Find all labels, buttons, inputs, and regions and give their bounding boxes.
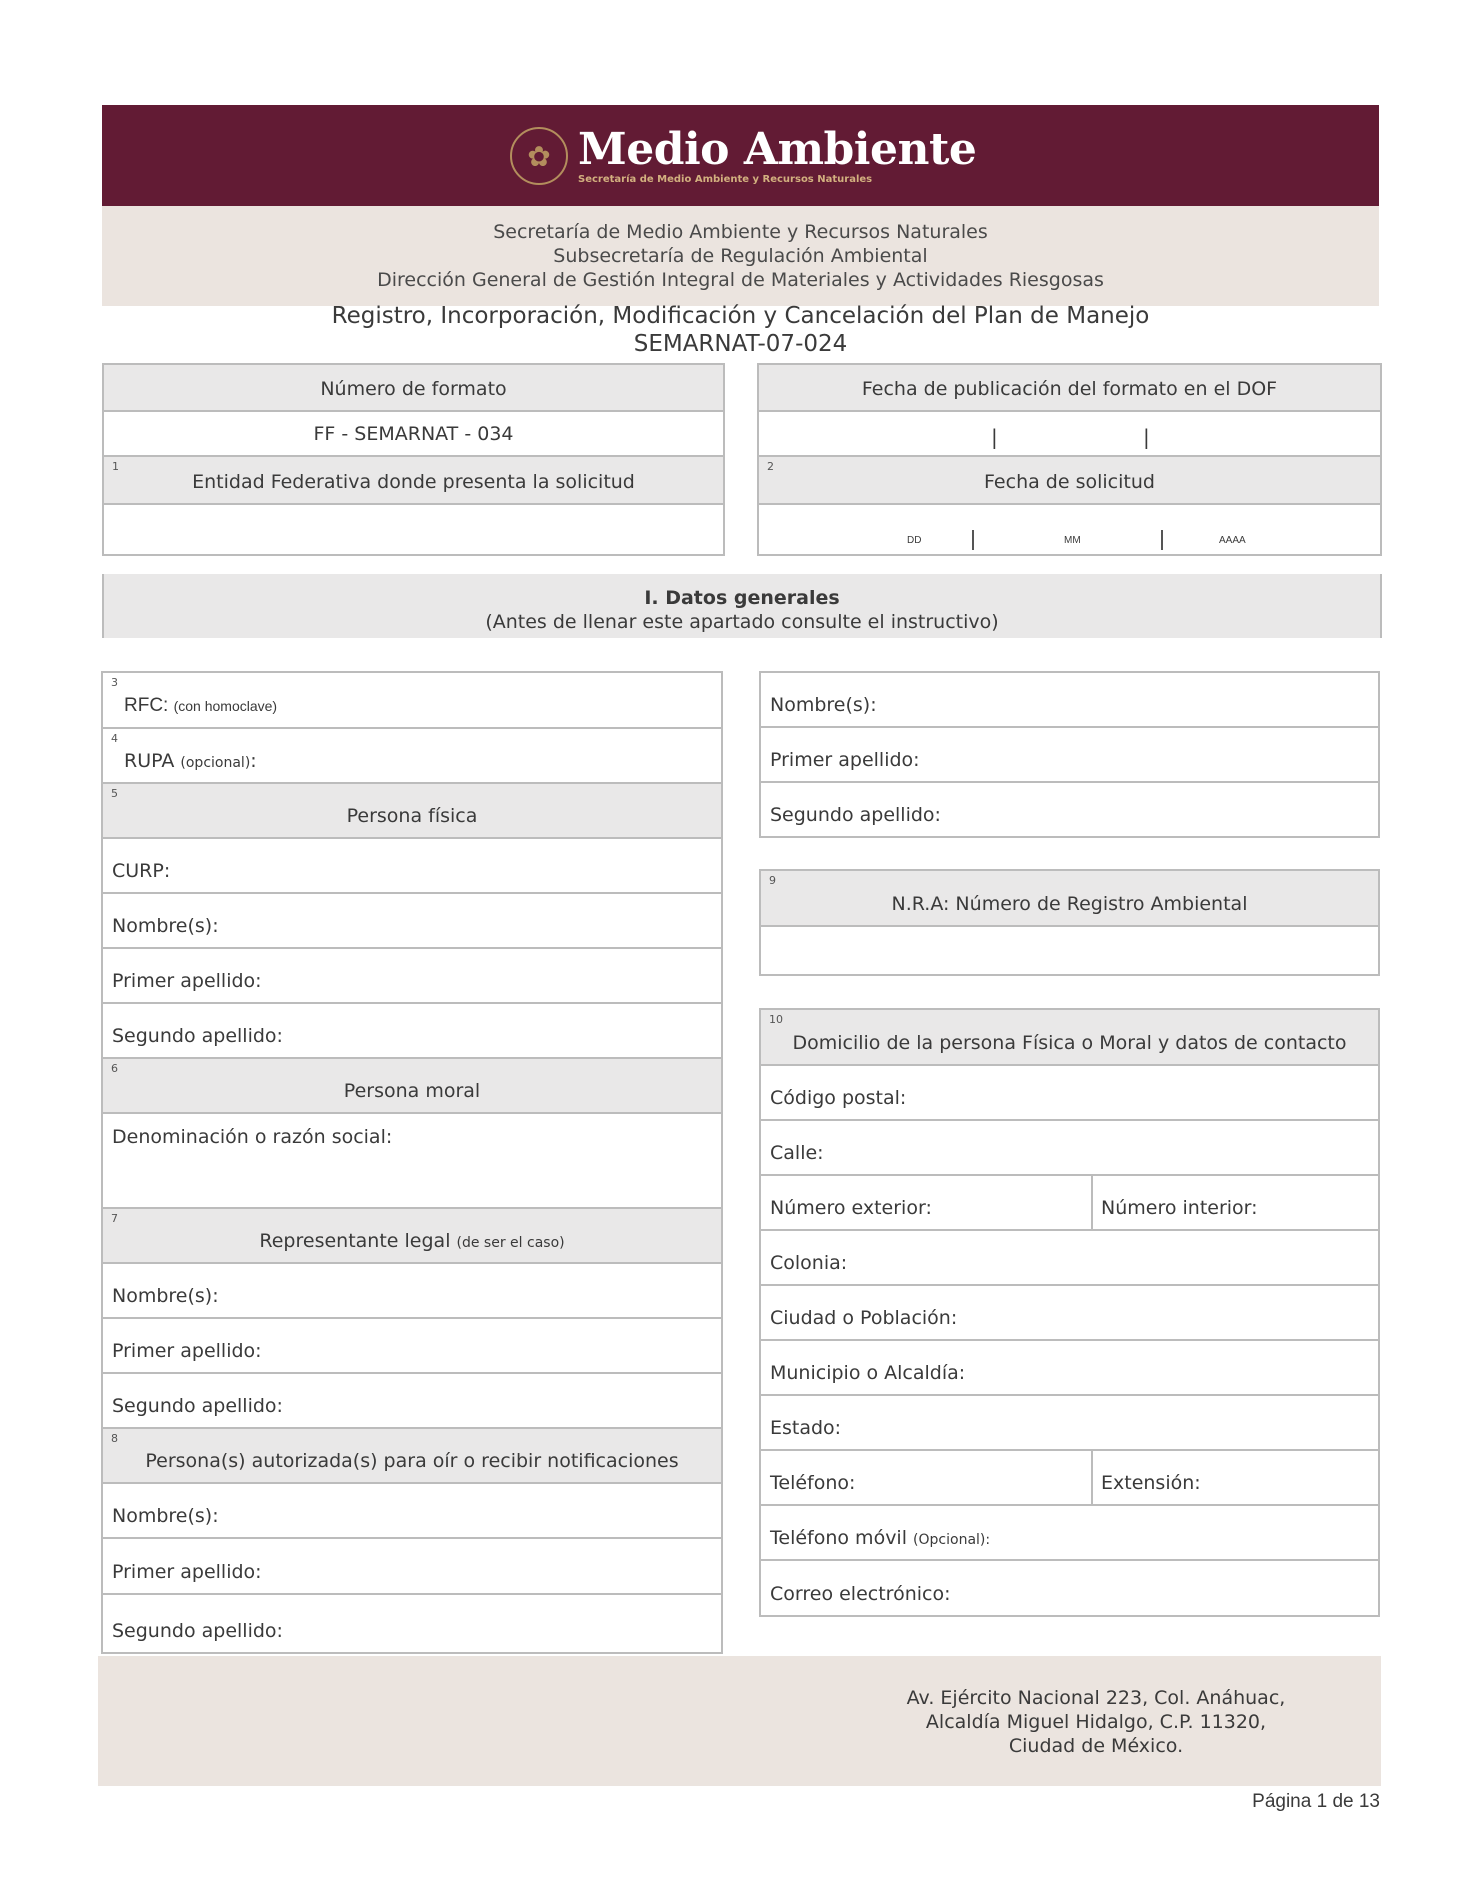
municipio-label: Municipio o Alcaldía: [770,1362,966,1384]
agency-line: Subsecretaría de Regulación Ambiental [553,245,928,267]
footer-address [886,1686,1306,1758]
address-line: Ciudad de México. [1008,1735,1184,1757]
codigo-postal-field[interactable] [761,1066,1378,1121]
rfc-label: RFC: (con homoclave) [124,695,278,716]
agency-line: Secretaría de Medio Ambiente y Recursos Naturales [493,221,988,243]
fecha-header [759,457,1380,505]
field-number: 8 [111,1432,118,1445]
calle-label: Calle: [770,1142,824,1164]
municipio-field[interactable] [761,1341,1378,1396]
nombre-label: Nombre(s): [112,1505,219,1527]
fecha-label: Fecha de solicitud [984,471,1155,493]
left-column [101,671,723,1654]
representante-header [103,1209,721,1264]
fisica-primer-apellido-field[interactable] [103,949,721,1004]
date-divider [1161,530,1163,550]
numero-row [761,1176,1378,1231]
field-number: 9 [769,874,776,887]
form-code: SEMARNAT-07-024 [633,331,848,357]
primer-apellido-label: Primer apellido: [112,970,262,992]
rupa-label: RUPA (opcional): [124,750,257,772]
estado-field[interactable] [761,1396,1378,1451]
ciudad-field[interactable] [761,1286,1378,1341]
aaaa-hint: AAAA [1219,535,1246,546]
nombre-label: Nombre(s): [112,1285,219,1307]
correo-label: Correo electrónico: [770,1583,951,1605]
nombres-box [759,671,1380,838]
entidad-label: Entidad Federativa donde presenta la solicitud [192,471,635,493]
nra-box [759,869,1380,976]
logo-title: Medio Ambiente [578,123,977,175]
numero-interior-label[interactable]: Número interior: [1101,1197,1258,1219]
dd-hint: DD [907,535,922,546]
rep-nombre-field[interactable] [103,1264,721,1319]
section-title: I. Datos generales [644,587,840,609]
date-divider [972,530,974,550]
telefono-label[interactable]: Teléfono: [770,1472,856,1494]
dof-value-row [759,412,1380,457]
nra-header [761,871,1378,927]
razon-social-field[interactable] [103,1114,721,1209]
primer-apellido-label: Primer apellido: [112,1340,262,1362]
segundo-apellido-label: Segundo apellido: [112,1620,283,1642]
formato-label: Número de formato [320,378,507,400]
logo [510,123,977,185]
logo-subtitle: Secretaría de Medio Ambiente y Recursos Naturales [578,173,873,185]
moral-title: Persona moral [343,1080,481,1102]
rfc-field[interactable] [103,673,721,729]
formato-header [104,365,723,412]
field-number: 7 [111,1212,118,1225]
primer-apellido-label: Primer apellido: [112,1561,262,1583]
domicilio-title: Domicilio de la persona Física o Moral y datos de contacto [792,1032,1347,1054]
nombre-label: Nombre(s): [770,694,877,716]
fisica-nombre-field[interactable] [103,894,721,949]
field-number: 10 [769,1013,783,1026]
numero-exterior-label[interactable]: Número exterior: [770,1197,932,1219]
curp-field[interactable] [103,839,721,894]
field-number: 1 [112,460,119,473]
formato-value-row [104,412,723,457]
address-line: Av. Ejército Nacional 223, Col. Anáhuac, [906,1687,1286,1709]
domicilio-box [759,1008,1380,1617]
aut-primer-apellido-field[interactable] [103,1539,721,1595]
moral-header [103,1059,721,1114]
formato-value: FF - SEMARNAT - 034 [313,423,514,445]
field-number: 2 [767,460,774,473]
autorizada-title: Persona(s) autorizada(s) para oír o recibir notificaciones [145,1450,679,1472]
autorizada-header [103,1429,721,1484]
column-divider [1091,1451,1093,1504]
entidad-header [104,457,723,505]
colonia-label: Colonia: [770,1252,848,1274]
ciudad-label: Ciudad o Población: [770,1307,958,1329]
nombre-field[interactable] [761,673,1378,728]
representante-title: Representante legal (de ser el caso) [259,1230,565,1252]
segundo-apellido-label: Segundo apellido: [112,1025,283,1047]
field-number: 4 [111,732,118,745]
segundo-apellido-label: Segundo apellido: [112,1395,283,1417]
agency-header [102,206,1379,306]
header-banner [102,105,1379,206]
date-separator: | [1143,425,1150,449]
address-line: Alcaldía Miguel Hidalgo, C.P. 11320, [925,1711,1267,1733]
date-separator: | [991,425,998,449]
page-number: Página 1 de 13 [1252,1791,1380,1812]
section-header [102,574,1382,638]
segundo-apellido-label: Segundo apellido: [770,804,941,826]
telefono-row [761,1451,1378,1506]
entidad-field[interactable] [104,505,723,554]
footer [98,1656,1381,1786]
fecha-box [757,363,1382,556]
fisica-title: Persona física [346,805,478,827]
colonia-field[interactable] [761,1231,1378,1286]
field-number: 5 [111,787,118,800]
form-title: Registro, Incorporación, Modificación y Cancelación del Plan de Manejo [331,303,1150,329]
mm-hint: MM [1064,535,1081,546]
nra-field[interactable] [761,927,1378,974]
column-divider [1091,1176,1093,1229]
section-subtitle: (Antes de llenar este apartado consulte el instructivo) [485,611,999,633]
segundo-apellido-field[interactable] [761,783,1378,836]
codigo-postal-label: Código postal: [770,1087,907,1109]
fecha-field[interactable] [759,505,1380,554]
rep-segundo-apellido-field[interactable] [103,1374,721,1429]
domicilio-header [761,1010,1378,1066]
fisica-header [103,784,721,839]
formato-box [102,363,725,556]
page-title [102,302,1379,358]
curp-label: CURP: [112,860,171,882]
rupa-field[interactable] [103,729,721,784]
field-number: 3 [111,676,118,689]
agency-line: Dirección General de Gestión Integral de Materiales y Actividades Riesgosas [377,269,1104,291]
calle-field[interactable] [761,1121,1378,1176]
dof-label: Fecha de publicación del formato en el DOF [861,378,1278,400]
mexico-seal-icon: ✿ [510,127,568,185]
razon-social-label: Denominación o razón social: [112,1126,393,1148]
aut-nombre-field[interactable] [103,1484,721,1539]
correo-field[interactable] [761,1561,1378,1615]
movil-label: Teléfono móvil (Opcional): [770,1527,991,1549]
estado-label: Estado: [770,1417,842,1439]
primer-apellido-label: Primer apellido: [770,749,920,771]
aut-segundo-apellido-field[interactable] [103,1595,721,1652]
primer-apellido-field[interactable] [761,728,1378,783]
field-number: 6 [111,1062,118,1075]
extension-label[interactable]: Extensión: [1101,1472,1201,1494]
nombre-label: Nombre(s): [112,915,219,937]
rep-primer-apellido-field[interactable] [103,1319,721,1374]
fisica-segundo-apellido-field[interactable] [103,1004,721,1059]
movil-field[interactable] [761,1506,1378,1561]
dof-header [759,365,1380,412]
nra-title: N.R.A: Número de Registro Ambiental [891,893,1248,915]
